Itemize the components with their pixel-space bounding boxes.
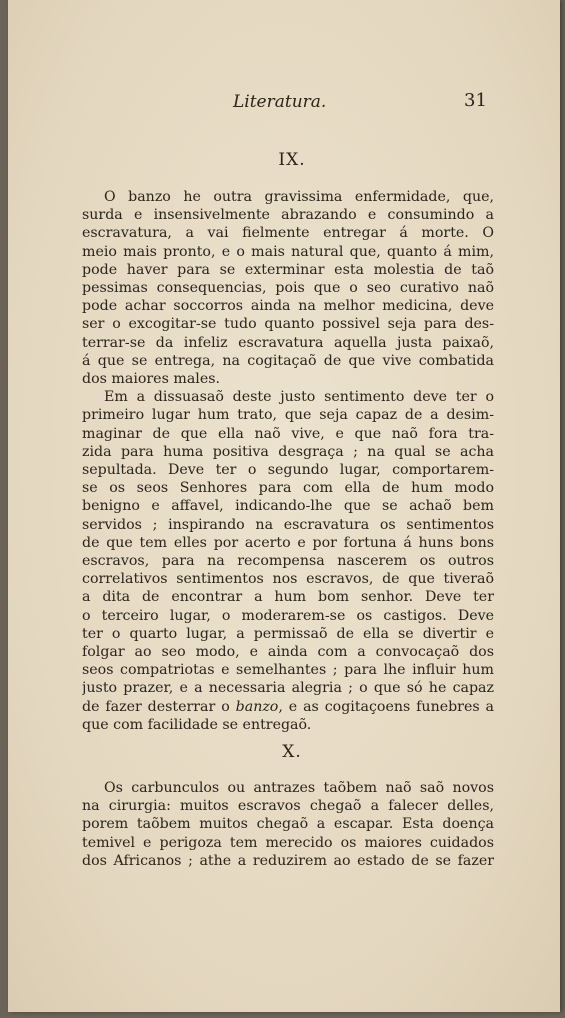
text-line: Em a dissuasaõ deste justo sentimento deve ter o [104, 389, 494, 406]
text-line: meio mais pronto, e o mais natural que, quanto á mim, [82, 243, 494, 260]
text-line: escravatura, a vai fielmente entregar á morte. O [82, 225, 494, 242]
text-line: na cirurgia: muitos escravos chegaõ a falecer delles, [82, 798, 494, 815]
section-heading-x: X. [282, 742, 302, 762]
text-line: folgar ao seo modo, e ainda com a convocaçaõ dos [82, 644, 494, 661]
text-line: seos compatriotas e semelhantes ; para lhe influir hum [82, 662, 494, 679]
text-line: primeiro lugar hum trato, que seja capaz de a desim- [82, 407, 494, 424]
text-line: a dita de encontrar a hum bom senhor. Deve ter [82, 589, 494, 606]
text-line: maginar de que ella naõ vive, e que naõ fora tra- [82, 425, 494, 442]
text-line: o terceiro lugar, o moderarem-se os castigos. Deve [82, 607, 494, 624]
text-line: dos maiores males. [82, 371, 221, 388]
text-line: pessimas consequencias, pois que o seo curativo naõ [82, 280, 494, 297]
text-line: surda e insensivelmente abrazando e consumindo a [82, 207, 494, 224]
text-line: servidos ; inspirando na escravatura os sentimentos [82, 516, 494, 533]
section-x-body [82, 779, 494, 870]
text-line: dos Africanos ; athe a reduzirem ao estado de se fazer [82, 852, 494, 869]
text-line: pode haver para se exterminar esta molestia de taõ [82, 261, 494, 278]
italic-word: banzo [235, 698, 279, 715]
text-line: á que se entrega, na cogitaçaõ de que vive combatida [82, 352, 494, 369]
running-head-title: Literatura. [233, 92, 327, 112]
text-line: escravos, para na recompensa nascerem os outros [82, 553, 494, 570]
text-line: O banzo he outra gravissima enfermidade, que, [104, 189, 494, 205]
text-line: se os seos Senhores para com ella de hum modo [82, 480, 494, 497]
text-line: ser o excogitar-se tudo quanto possivel seja para des- [82, 316, 494, 333]
text-line: ter o quarto lugar, a permissaõ de ella se divertir e [82, 625, 494, 642]
text-line: benigno e affavel, indicando-lhe que se achaõ bem [82, 498, 494, 515]
text-line: pode achar soccorros ainda na melhor medicina, deve [82, 298, 494, 315]
page-number: 31 [464, 90, 487, 111]
book-page [8, 0, 560, 1012]
text-line: de que tem elles por acerto e por fortuna á huns bons [82, 534, 494, 551]
text-line: sepultada. Deve ter o segundo lugar, comportarem- [82, 462, 494, 479]
text-line: justo prazer, e a necessaria alegria ; o que só he capaz [82, 680, 494, 697]
text-line: temivel e perigoza tem merecido os maiores cuidados [82, 834, 494, 851]
text-line: porem taõbem muitos chegaõ a escapar. Esta doença [82, 816, 494, 833]
section-ix-body [82, 188, 494, 734]
text-line: zida para huma positiva desgraça ; na qual se acha [82, 443, 494, 460]
text-line: de fazer desterrar o banzo, e as cogitaçoens funebres a [82, 698, 494, 715]
text-line: que com facilidade se entregaõ. [82, 716, 312, 733]
text-line: correlativos sentimentos nos escravos, de que tiveraõ [82, 571, 494, 588]
text-line: terrar-se da infeliz escravatura aquella justa paixaõ, [82, 334, 494, 351]
section-heading-ix: IX. [278, 150, 306, 170]
text-line: Os carbunculos ou antrazes taõbem naõ saõ novos [104, 780, 494, 796]
